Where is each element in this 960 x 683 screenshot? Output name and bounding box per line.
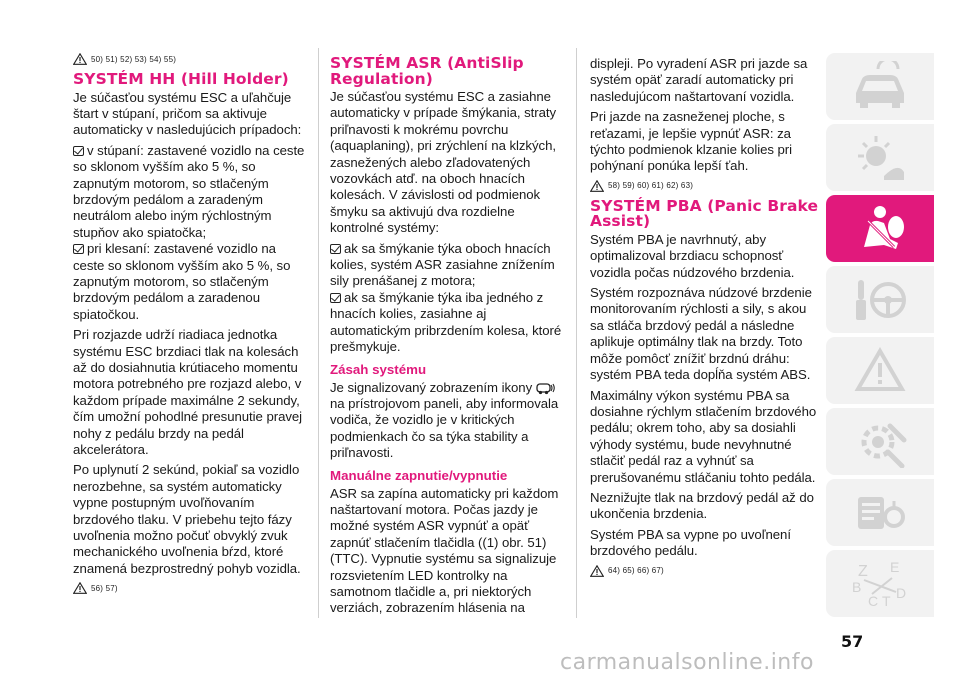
- tab-warning-lights[interactable]: [826, 124, 934, 191]
- technical-data-icon: [850, 487, 910, 539]
- pba-p2: Systém rozpoznáva núdzové brzdenie monitorovaním rýchlosti a sily, s akou sa stláča brzdový pedál a následne aplikuje optimálny tlak na brzdy. Toto môže pomôcť znížiť brzdnú dráhu: systém PBA teda dopĺňa systém ABS.: [590, 285, 812, 383]
- pba-p5: Systém PBA sa vypne po uvoľnení brzdového pedálu.: [590, 526, 791, 559]
- hh-bullet-downhill: pri klesaní: zastavené vozidlo na ceste so sklonom vyšším ako 5 %, so zapnutým motorom, so stlačeným brzdovým pedálom a zaradenou spiatočkou.: [73, 241, 291, 322]
- index-letter: D: [896, 584, 907, 601]
- pba-p4: Neznižujte tlak na brzdový pedál až do ukončenia brzdenia.: [590, 489, 814, 522]
- warning-refs-bottom: [73, 581, 305, 595]
- section-title-hh: SYSTÉM HH (Hill Holder): [73, 70, 289, 88]
- subheading-zasah: Zásah systému: [330, 361, 427, 377]
- tab-index[interactable]: [826, 550, 934, 617]
- asr-zasah-text: Je signalizovaný zobrazením ikony na prístrojovom paneli, aby informovala vodiča, že vozidlo je v kritických podmienkach čo sa týka stability a priľnavosti.: [330, 379, 559, 461]
- column-1: [73, 50, 305, 601]
- asr-bullet-both: ak sa šmýkanie týka oboch hnacích kolies, systém ASR zasiahne znížením sily prenášanej z motora;: [330, 240, 555, 289]
- asr-snow-advice: Pri jazde na zasneženej ploche, s reťazami, je lepšie vypnúť ASR: za týchto podmienok klzanie kolies pri pohýnaní ponúka lepší ťah.: [590, 109, 793, 174]
- warning-triangle-icon: [73, 582, 87, 594]
- tab-car-interior[interactable]: [826, 53, 934, 120]
- watermark: carmanualsonline.info: [560, 650, 814, 675]
- hh-intro: Je súčasťou systému ESC a uľahčuje štart v stúpaní, pričom sa aktivuje automaticky v nasledujúcich prípadoch:: [73, 89, 302, 138]
- tab-emergency[interactable]: [826, 337, 934, 404]
- section-title-asr: SYSTÉM ASR (AntiSlip Regulation): [330, 54, 524, 88]
- esc-warning-icon: [536, 381, 556, 395]
- column-3: [590, 56, 820, 584]
- warning-refs-top: [73, 52, 305, 66]
- tab-safety[interactable]: [826, 195, 934, 262]
- tab-start-drive[interactable]: [826, 266, 934, 333]
- page-number: 57: [841, 632, 864, 651]
- index-letter: Z: [858, 562, 868, 580]
- hh-bullet-uphill: v stúpaní: zastavené vozidlo na ceste so sklonom vyšším ako 5 %, so zapnutým motorom, so stlačeným brzdovým pedálom a zaradeným neutrálom alebo iným rýchlostným stupňov ako spiatočka;: [73, 142, 305, 240]
- warning-refs-text: 56) 57): [91, 583, 118, 593]
- start-drive-icon: [850, 274, 910, 326]
- emergency-icon: [850, 345, 910, 397]
- hh-paragraph-2: Pri rozjazde udrží riadiaca jednotka systému ESC brzdiaci tlak na kolesách až do dosiahnutia krútiaceho momentu motora potrebného pre rozjazd alebo, v každom prípade maximálne 2 sekundy, čím umožní pohodlné presunutie pravej nohy z pedálu brzdy na pedál akcelerátora.: [73, 327, 303, 458]
- column-2: [330, 56, 562, 621]
- bullet-check-icon: [73, 244, 84, 254]
- car-interior-icon: [850, 61, 910, 113]
- subheading-manual: Manuálne zapnutie/vypnutie: [330, 467, 508, 483]
- index-letter: C: [868, 592, 879, 609]
- warning-triangle-icon: [73, 53, 87, 65]
- tab-maintenance[interactable]: [826, 408, 934, 475]
- asr-continued: displeji. Po vyradení ASR pri jazde sa systém opäť zaradí automaticky pri nasledujúcom naštartovaní vozidla.: [590, 56, 808, 104]
- index-icon: [850, 558, 910, 610]
- asr-intro: Je súčasťou systému ESC a zasiahne automaticky v prípade šmýkania, straty priľnavosti k mokrému povrchu (aquaplaning), pri zrýchlení na klzkých, zasnežených alebo zľadovatených vozovkách atď. na oboch hnacích kolesách. V závislosti od podmienok šmyku sa aktivujú dva rozdielne kontrolné systémy:: [330, 89, 557, 236]
- tab-technical-data[interactable]: [826, 479, 934, 546]
- warning-refs-end: [590, 564, 820, 578]
- warning-triangle-icon: [590, 565, 604, 577]
- chapter-sidebar: [826, 53, 934, 621]
- bullet-check-icon: [330, 244, 341, 254]
- index-letter: E: [890, 558, 900, 575]
- warning-triangle-icon: [590, 180, 604, 192]
- safety-airbag-icon: [850, 203, 910, 255]
- column-divider: [318, 48, 319, 618]
- section-title-pba: SYSTÉM PBA (Panic Brake Assist): [590, 196, 819, 231]
- warning-light-icon: [850, 132, 910, 184]
- maintenance-icon: [850, 416, 910, 468]
- index-letter: B: [852, 578, 862, 595]
- asr-bullet-one: ak sa šmýkanie týka iba jedného z hnacích kolies, zasiahne aj automatickým pribrzdením kolesa, ktoré prešmykuje.: [330, 289, 562, 355]
- pba-p3: Maximálny výkon systému PBA sa dosiahne rýchlym stlačením brzdového pedálu; okrem toho, aby sa dosiahli výhody systému, bude nevyhnutné stlačiť pedál raz a vyhnúť sa prerušovanému stláčaniu tohto pedála.: [590, 387, 817, 485]
- bullet-check-icon: [73, 146, 84, 156]
- bullet-check-icon: [330, 293, 341, 303]
- asr-manual-text: ASR sa zapína automaticky pri každom naštartovaní motora. Počas jazdy je možné systém ASR vypnúť a opäť zapnúť stlačením tlačidla ((1) obr. 51) (TTC). Vypnutie systému sa signalizuje rozsvietením LED kontrolky na samotnom tlačidle a, pri niektorých verziách, zobrazením hlásenia na: [330, 485, 559, 616]
- hh-paragraph-3: Po uplynutí 2 sekúnd, pokiaľ sa vozidlo nerozbehne, sa systém automaticky vypne postupným uvoľňovaním brzdového tlaku. V priebehu tejto fázy uvoľnenia možno počuť obvyklý zvuk mechanického uvoľnenia bŕzd, ktoré znamená bezprostredný pohyb vozidla.: [73, 462, 301, 576]
- column-divider: [576, 48, 577, 618]
- warning-refs-mid: [590, 179, 820, 193]
- warning-refs-text: 58) 59) 60) 61) 62) 63): [608, 181, 694, 191]
- warning-refs-text: 50) 51) 52) 53) 54) 55): [91, 54, 177, 64]
- pba-p1: Systém PBA je navrhnutý, aby optimalizoval brzdiacu schopnosť vozidla počas núdzového brzdenia.: [590, 231, 795, 280]
- index-letter: T: [882, 592, 891, 609]
- warning-refs-text: 64) 65) 66) 67): [608, 566, 664, 576]
